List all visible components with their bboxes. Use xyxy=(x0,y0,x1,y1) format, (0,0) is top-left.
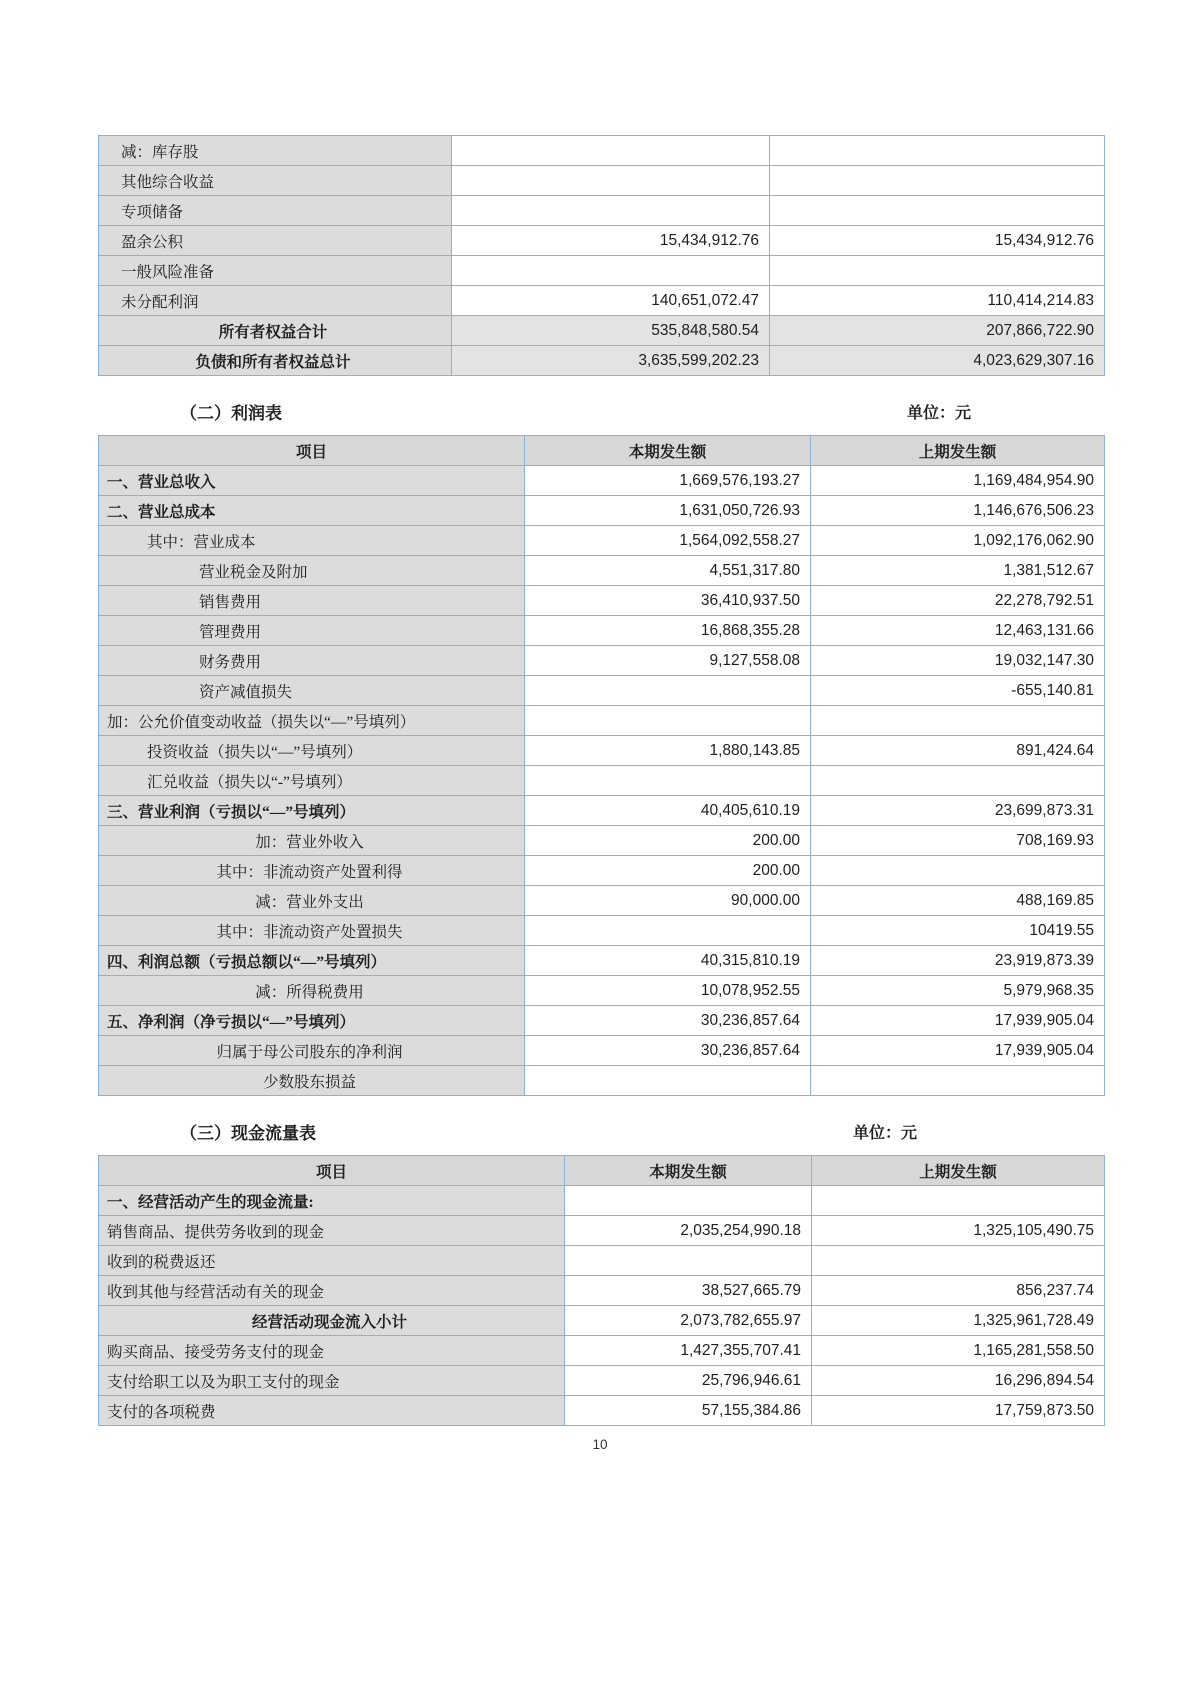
current-period-value-cell: 40,315,810.19 xyxy=(525,946,811,976)
table-row xyxy=(99,1006,1105,1036)
item-label-cell: 支付的各项税费 xyxy=(99,1396,565,1426)
table-row xyxy=(99,556,1105,586)
current-period-value-cell xyxy=(452,256,770,286)
item-label-cell: 减：所得税费用 xyxy=(99,976,525,1006)
column-header-prior-period: 上期发生额 xyxy=(811,436,1105,466)
prior-period-value-cell: 856,237.74 xyxy=(812,1276,1105,1306)
column-header-current-period: 本期发生额 xyxy=(565,1156,812,1186)
current-period-value-cell: 36,410,937.50 xyxy=(525,586,811,616)
current-period-value-cell: 30,236,857.64 xyxy=(525,1036,811,1066)
current-period-value-cell xyxy=(565,1186,812,1216)
current-period-value-cell: 16,868,355.28 xyxy=(525,616,811,646)
item-label-cell: 收到其他与经营活动有关的现金 xyxy=(99,1276,565,1306)
item-label-cell: 销售费用 xyxy=(99,586,525,616)
item-label-cell: 管理费用 xyxy=(99,616,525,646)
prior-period-value-cell: 17,939,905.04 xyxy=(811,1006,1105,1036)
prior-period-value-cell: 23,699,873.31 xyxy=(811,796,1105,826)
table-row xyxy=(99,1066,1105,1096)
cash-flow-header-row xyxy=(99,1156,1105,1186)
table-row xyxy=(99,1336,1105,1366)
current-period-value-cell: 200.00 xyxy=(525,856,811,886)
table-row xyxy=(99,916,1105,946)
cash-flow-table xyxy=(98,1155,1105,1426)
prior-period-value-cell: 15,434,912.76 xyxy=(770,226,1105,256)
table-row xyxy=(99,586,1105,616)
current-period-value-cell: 25,796,946.61 xyxy=(565,1366,812,1396)
prior-period-value-cell xyxy=(770,256,1105,286)
income-statement-header-row xyxy=(99,436,1105,466)
cash-flow-unit-label: 单位：元 xyxy=(853,1125,918,1142)
table-row xyxy=(99,256,1105,286)
table-row xyxy=(99,706,1105,736)
income-statement-title: （二）利润表 xyxy=(180,404,282,423)
current-period-value-cell: 90,000.00 xyxy=(525,886,811,916)
prior-period-value-cell xyxy=(811,856,1105,886)
current-period-value-cell: 38,527,665.79 xyxy=(565,1276,812,1306)
prior-period-value-cell xyxy=(811,706,1105,736)
item-label-cell: 负债和所有者权益总计 xyxy=(99,346,452,376)
table-row xyxy=(99,616,1105,646)
item-label-cell: 加：营业外收入 xyxy=(99,826,525,856)
table-row xyxy=(99,766,1105,796)
current-period-value-cell: 1,880,143.85 xyxy=(525,736,811,766)
item-label-cell: 归属于母公司股东的净利润 xyxy=(99,1036,525,1066)
prior-period-value-cell: 1,092,176,062.90 xyxy=(811,526,1105,556)
prior-period-value-cell xyxy=(812,1186,1105,1216)
item-label-cell: 未分配利润 xyxy=(99,286,452,316)
current-period-value-cell: 1,669,576,193.27 xyxy=(525,466,811,496)
income-statement-body xyxy=(99,466,1105,1096)
income-statement-section-head xyxy=(98,393,1104,435)
table-row xyxy=(99,1306,1105,1336)
item-label-cell: 购买商品、接受劳务支付的现金 xyxy=(99,1336,565,1366)
item-label-cell: 四、利润总额（亏损总额以“—”号填列） xyxy=(99,946,525,976)
table-row xyxy=(99,676,1105,706)
table-row xyxy=(99,886,1105,916)
table-row xyxy=(99,796,1105,826)
item-label-cell: 减：营业外支出 xyxy=(99,886,525,916)
prior-period-value-cell: 708,169.93 xyxy=(811,826,1105,856)
current-period-value-cell xyxy=(525,676,811,706)
table-row xyxy=(99,736,1105,766)
current-period-value-cell xyxy=(525,1066,811,1096)
table-row xyxy=(99,1186,1105,1216)
cash-flow-section-head xyxy=(98,1113,1104,1155)
prior-period-value-cell: 488,169.85 xyxy=(811,886,1105,916)
current-period-value-cell: 140,651,072.47 xyxy=(452,286,770,316)
prior-period-value-cell: 19,032,147.30 xyxy=(811,646,1105,676)
item-label-cell: 其中：非流动资产处置利得 xyxy=(99,856,525,886)
page-number: 10 xyxy=(592,1437,608,1452)
table-row xyxy=(99,1276,1105,1306)
current-period-value-cell: 4,551,317.80 xyxy=(525,556,811,586)
current-period-value-cell xyxy=(525,916,811,946)
prior-period-value-cell xyxy=(811,1066,1105,1096)
current-period-value-cell: 40,405,610.19 xyxy=(525,796,811,826)
item-label-cell: 其中：营业成本 xyxy=(99,526,525,556)
prior-period-value-cell xyxy=(812,1246,1105,1276)
current-period-value-cell: 10,078,952.55 xyxy=(525,976,811,1006)
item-label-cell: 减：库存股 xyxy=(99,136,452,166)
prior-period-value-cell: 17,939,905.04 xyxy=(811,1036,1105,1066)
prior-period-value-cell: 4,023,629,307.16 xyxy=(770,346,1105,376)
prior-period-value-cell: 1,146,676,506.23 xyxy=(811,496,1105,526)
current-period-value-cell: 3,635,599,202.23 xyxy=(452,346,770,376)
item-label-cell: 收到的税费返还 xyxy=(99,1246,565,1276)
table-row xyxy=(99,286,1105,316)
prior-period-value-cell: 1,381,512.67 xyxy=(811,556,1105,586)
column-header-current-period: 本期发生额 xyxy=(525,436,811,466)
income-statement-table xyxy=(98,435,1105,1096)
current-period-value-cell: 1,564,092,558.27 xyxy=(525,526,811,556)
item-label-cell: 所有者权益合计 xyxy=(99,316,452,346)
prior-period-value-cell: 17,759,873.50 xyxy=(812,1396,1105,1426)
current-period-value-cell: 535,848,580.54 xyxy=(452,316,770,346)
item-label-cell: 一、经营活动产生的现金流量: xyxy=(99,1186,565,1216)
item-label-cell: 专项储备 xyxy=(99,196,452,226)
prior-period-value-cell: 12,463,131.66 xyxy=(811,616,1105,646)
prior-period-value-cell: 10419.55 xyxy=(811,916,1105,946)
table-row xyxy=(99,946,1105,976)
item-label-cell: 资产减值损失 xyxy=(99,676,525,706)
table-row xyxy=(99,526,1105,556)
table-row xyxy=(99,226,1105,256)
item-label-cell: 经营活动现金流入小计 xyxy=(99,1306,565,1336)
income-statement-unit-label: 单位：元 xyxy=(907,405,972,422)
prior-period-value-cell: 891,424.64 xyxy=(811,736,1105,766)
table-row xyxy=(99,1366,1105,1396)
prior-period-value-cell: 1,325,105,490.75 xyxy=(812,1216,1105,1246)
current-period-value-cell xyxy=(565,1246,812,1276)
current-period-value-cell: 1,631,050,726.93 xyxy=(525,496,811,526)
prior-period-value-cell: 207,866,722.90 xyxy=(770,316,1105,346)
prior-period-value-cell xyxy=(770,136,1105,166)
current-period-value-cell: 200.00 xyxy=(525,826,811,856)
item-label-cell: 支付给职工以及为职工支付的现金 xyxy=(99,1366,565,1396)
current-period-value-cell: 9,127,558.08 xyxy=(525,646,811,676)
current-period-value-cell: 1,427,355,707.41 xyxy=(565,1336,812,1366)
balance-sheet-tail-body xyxy=(99,136,1105,376)
table-row xyxy=(99,856,1105,886)
prior-period-value-cell xyxy=(770,166,1105,196)
item-label-cell: 其中：非流动资产处置损失 xyxy=(99,916,525,946)
current-period-value-cell xyxy=(525,766,811,796)
prior-period-value-cell xyxy=(770,196,1105,226)
current-period-value-cell xyxy=(525,706,811,736)
item-label-cell: 三、营业利润（亏损以“—”号填列） xyxy=(99,796,525,826)
item-label-cell: 一、营业总收入 xyxy=(99,466,525,496)
cash-flow-body xyxy=(99,1186,1105,1426)
table-row xyxy=(99,496,1105,526)
column-header-prior-period: 上期发生额 xyxy=(812,1156,1105,1186)
current-period-value-cell: 15,434,912.76 xyxy=(452,226,770,256)
item-label-cell: 汇兑收益（损失以“-”号填列） xyxy=(99,766,525,796)
current-period-value-cell: 2,035,254,990.18 xyxy=(565,1216,812,1246)
item-label-cell: 盈余公积 xyxy=(99,226,452,256)
table-row xyxy=(99,166,1105,196)
table-row xyxy=(99,976,1105,1006)
item-label-cell: 二、营业总成本 xyxy=(99,496,525,526)
item-label-cell: 少数股东损益 xyxy=(99,1066,525,1096)
table-row xyxy=(99,1246,1105,1276)
table-row xyxy=(99,136,1105,166)
item-label-cell: 投资收益（损失以“—”号填列） xyxy=(99,736,525,766)
prior-period-value-cell: 16,296,894.54 xyxy=(812,1366,1105,1396)
column-header-item: 项目 xyxy=(99,436,525,466)
cash-flow-title: （三）现金流量表 xyxy=(180,1124,316,1143)
prior-period-value-cell: 1,325,961,728.49 xyxy=(812,1306,1105,1336)
current-period-value-cell xyxy=(452,166,770,196)
prior-period-value-cell: 22,278,792.51 xyxy=(811,586,1105,616)
item-label-cell: 加：公允价值变动收益（损失以“—”号填列） xyxy=(99,706,525,736)
table-row xyxy=(99,466,1105,496)
prior-period-value-cell: 1,165,281,558.50 xyxy=(812,1336,1105,1366)
prior-period-value-cell: 5,979,968.35 xyxy=(811,976,1105,1006)
item-label-cell: 营业税金及附加 xyxy=(99,556,525,586)
column-header-item: 项目 xyxy=(99,1156,565,1186)
table-row xyxy=(99,1396,1105,1426)
current-period-value-cell: 2,073,782,655.97 xyxy=(565,1306,812,1336)
table-row xyxy=(99,1216,1105,1246)
current-period-value-cell xyxy=(452,136,770,166)
current-period-value-cell: 57,155,384.86 xyxy=(565,1396,812,1426)
table-row xyxy=(99,346,1105,376)
item-label-cell: 一般风险准备 xyxy=(99,256,452,286)
prior-period-value-cell: 23,919,873.39 xyxy=(811,946,1105,976)
prior-period-value-cell: 1,169,484,954.90 xyxy=(811,466,1105,496)
item-label-cell: 五、净利润（净亏损以“—”号填列） xyxy=(99,1006,525,1036)
item-label-cell: 财务费用 xyxy=(99,646,525,676)
table-row xyxy=(99,826,1105,856)
item-label-cell: 销售商品、提供劳务收到的现金 xyxy=(99,1216,565,1246)
prior-period-value-cell: 110,414,214.83 xyxy=(770,286,1105,316)
table-row xyxy=(99,316,1105,346)
prior-period-value-cell xyxy=(811,766,1105,796)
item-label-cell: 其他综合收益 xyxy=(99,166,452,196)
current-period-value-cell: 30,236,857.64 xyxy=(525,1006,811,1036)
current-period-value-cell xyxy=(452,196,770,226)
table-row xyxy=(99,1036,1105,1066)
prior-period-value-cell: -655,140.81 xyxy=(811,676,1105,706)
table-row xyxy=(99,646,1105,676)
table-row xyxy=(99,196,1105,226)
balance-sheet-tail-table xyxy=(98,135,1105,376)
